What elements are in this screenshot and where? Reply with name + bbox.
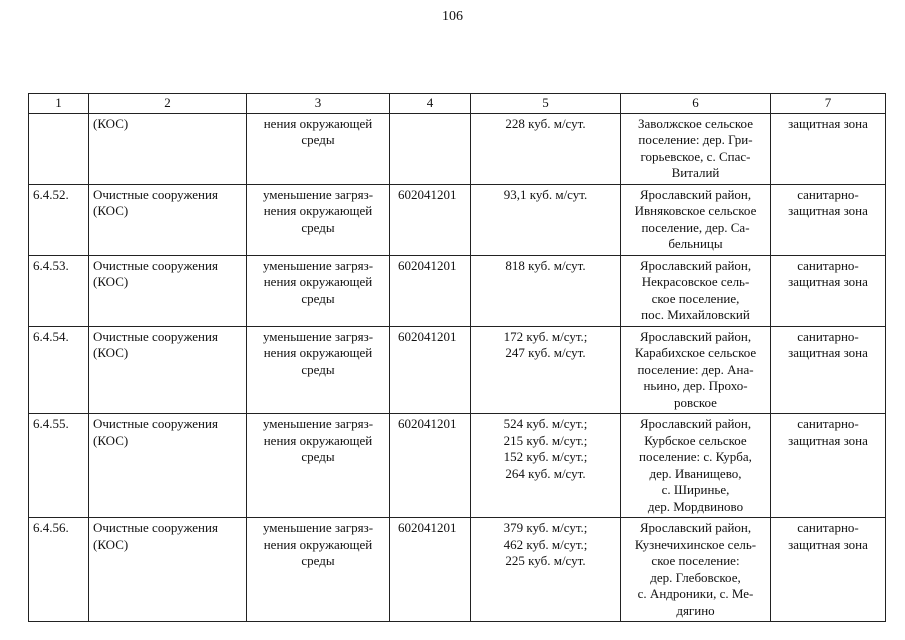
cell-text-line: 6.4.56. bbox=[33, 520, 69, 535]
cell-text-line: Ярославский район, bbox=[639, 186, 752, 202]
cell-text-line: ровское bbox=[674, 394, 717, 410]
cell-text-line: среды bbox=[301, 219, 335, 235]
cell-text-line: 6.4.52. bbox=[33, 186, 69, 202]
cell-facility-name bbox=[89, 255, 247, 326]
cell-text-line: санитарно- bbox=[797, 328, 859, 344]
page-number: 106 bbox=[442, 9, 463, 24]
header-col-4: 4 bbox=[390, 94, 471, 114]
cell-item-number bbox=[29, 184, 89, 255]
cell-text-line: поселение: с. Курба, bbox=[639, 449, 752, 464]
cell-capacity bbox=[471, 184, 621, 255]
cell-text-line: защитная зона bbox=[788, 274, 868, 289]
cell-text-line: дер. Иванищево, bbox=[649, 465, 742, 481]
cell-text-line: Очистные сооружения bbox=[93, 328, 218, 344]
cell-text-line: 93,1 куб. м/сут. bbox=[503, 186, 588, 202]
cell-zone bbox=[771, 113, 886, 184]
cell-text-line: санитарно- bbox=[797, 257, 859, 273]
cell-facility-name bbox=[89, 113, 247, 184]
cell-facility-name bbox=[89, 518, 247, 622]
cell-location bbox=[621, 255, 771, 326]
cell-capacity bbox=[471, 518, 621, 622]
cell-text-line: поселение, дер. Са- bbox=[641, 219, 750, 235]
cell-text-line: 264 куб. м/сут. bbox=[505, 465, 586, 481]
cell-text-line: ньино, дер. Прохо- bbox=[643, 378, 748, 393]
cell-item-number bbox=[29, 255, 89, 326]
cell-text-line: Очистные сооружения bbox=[93, 186, 218, 202]
cell-purpose bbox=[247, 184, 390, 255]
cell-text-line: 602041201 bbox=[398, 416, 457, 431]
table-row bbox=[29, 113, 886, 184]
cell-code bbox=[390, 414, 471, 518]
cell-text-line: 247 куб. м/сут. bbox=[505, 345, 586, 360]
cell-code bbox=[390, 518, 471, 622]
table-row bbox=[29, 255, 886, 326]
cell-text-line: поселение: дер. Гри- bbox=[638, 132, 753, 147]
cell-text-line: дер. Мордвиново bbox=[647, 498, 744, 514]
cell-text-line: (КОС) bbox=[93, 432, 129, 448]
cell-text-line: Ярославский район, bbox=[639, 257, 752, 273]
cell-facility-name bbox=[89, 414, 247, 518]
cell-item-number bbox=[29, 326, 89, 414]
cell-text-line: 152 куб. м/сут.; bbox=[503, 449, 588, 464]
cell-purpose bbox=[247, 255, 390, 326]
cell-text-line: нения окружающей bbox=[263, 115, 373, 131]
cell-text-line: Очистные сооружения bbox=[93, 257, 218, 273]
cell-text-line: среды bbox=[301, 553, 335, 568]
table-row bbox=[29, 326, 886, 414]
cell-text-line: дер. Глебовское, bbox=[650, 569, 741, 585]
cell-text-line: нения окружающей bbox=[263, 274, 373, 289]
cell-purpose bbox=[247, 518, 390, 622]
cell-text-line: Ярославский район, bbox=[639, 520, 752, 535]
cell-text-line: среды bbox=[301, 449, 335, 464]
cell-text-line: 172 куб. м/сут.; bbox=[503, 328, 588, 344]
cell-text-line: 602041201 bbox=[398, 520, 457, 535]
cell-text-line: нения окружающей bbox=[263, 203, 373, 218]
table-header bbox=[29, 94, 886, 114]
cell-capacity bbox=[471, 326, 621, 414]
cell-text-line: уменьшение загряз- bbox=[262, 328, 374, 344]
cell-text-line: Ивняковское сельское bbox=[634, 203, 757, 218]
cell-text-line: Ярославский район, bbox=[639, 328, 752, 344]
header-col-1: 1 bbox=[29, 94, 89, 114]
cell-zone bbox=[771, 518, 886, 622]
cell-zone bbox=[771, 414, 886, 518]
cell-text-line: Ярославский район, bbox=[639, 416, 752, 431]
cell-text-line: ское поселение, bbox=[651, 290, 740, 306]
cell-zone bbox=[771, 184, 886, 255]
cell-text-line: санитарно- bbox=[797, 416, 859, 431]
cell-text-line: дягино bbox=[676, 602, 715, 618]
header-col-6: 6 bbox=[621, 94, 771, 114]
header-col-2: 2 bbox=[89, 94, 247, 114]
cell-text-line: пос. Михайловский bbox=[641, 307, 750, 322]
cell-location bbox=[621, 326, 771, 414]
table-row bbox=[29, 518, 886, 622]
cell-text-line: 818 куб. м/сут. bbox=[505, 257, 586, 273]
cell-text-line: санитарно- bbox=[797, 520, 859, 535]
cell-zone bbox=[771, 255, 886, 326]
cell-facility-name bbox=[89, 184, 247, 255]
cell-text-line: 602041201 bbox=[398, 328, 457, 344]
cell-text-line: горьевское, с. Спас- bbox=[640, 148, 751, 164]
cell-text-line: (КОС) bbox=[93, 536, 129, 552]
cell-code bbox=[390, 184, 471, 255]
cell-text-line: поселение: дер. Ана- bbox=[637, 361, 754, 377]
cell-text-line: Кузнечихинское сель- bbox=[634, 536, 757, 552]
cell-capacity bbox=[471, 255, 621, 326]
cell-text-line: (КОС) bbox=[93, 115, 129, 131]
cell-code bbox=[390, 113, 471, 184]
cell-text-line: 462 куб. м/сут.; bbox=[503, 536, 588, 552]
cell-text-line: 225 куб. м/сут. bbox=[505, 553, 586, 568]
cell-text-line: защитная зона bbox=[788, 203, 868, 218]
cell-text-line: 6.4.53. bbox=[33, 257, 69, 273]
cell-text-line: защитная зона bbox=[788, 432, 868, 448]
cell-code bbox=[390, 255, 471, 326]
cell-capacity bbox=[471, 113, 621, 184]
cell-capacity bbox=[471, 414, 621, 518]
cell-text-line: среды bbox=[301, 361, 335, 377]
cell-text-line: среды bbox=[301, 290, 335, 306]
cell-text-line: нения окружающей bbox=[263, 432, 373, 448]
cell-text-line: защитная зона bbox=[788, 345, 868, 360]
cell-text-line: среды bbox=[301, 132, 335, 147]
cell-text-line: уменьшение загряз- bbox=[262, 520, 374, 535]
cell-text-line: уменьшение загряз- bbox=[262, 257, 374, 273]
cell-code bbox=[390, 326, 471, 414]
cell-text-line: (КОС) bbox=[93, 345, 129, 360]
cell-item-number bbox=[29, 518, 89, 622]
cell-location bbox=[621, 518, 771, 622]
cell-text-line: Виталий bbox=[671, 165, 720, 180]
cell-text-line: 6.4.54. bbox=[33, 328, 69, 344]
cell-text-line: (КОС) bbox=[93, 203, 129, 218]
cell-text-line: уменьшение загряз- bbox=[262, 186, 374, 202]
header-col-5: 5 bbox=[471, 94, 621, 114]
cell-text-line: Карабихское сельское bbox=[634, 345, 757, 360]
cell-text-line: 215 куб. м/сут.; bbox=[503, 432, 588, 448]
facilities-table bbox=[28, 93, 886, 622]
header-col-7: 7 bbox=[771, 94, 886, 114]
cell-text-line: Очистные сооружения bbox=[93, 416, 218, 431]
cell-text-line: защитная зона bbox=[788, 536, 868, 552]
cell-text-line: уменьшение загряз- bbox=[262, 416, 374, 431]
header-col-3: 3 bbox=[247, 94, 390, 114]
cell-text-line: 6.4.55. bbox=[33, 416, 69, 431]
cell-text-line: ское поселение: bbox=[651, 553, 740, 568]
cell-text-line: Курбское сельское bbox=[644, 432, 747, 448]
cell-text-line: 379 куб. м/сут.; bbox=[503, 520, 588, 535]
cell-purpose bbox=[247, 414, 390, 518]
cell-location bbox=[621, 414, 771, 518]
table-body bbox=[29, 113, 886, 622]
cell-text-line: бельницы bbox=[668, 236, 723, 251]
cell-text-line: 602041201 bbox=[398, 257, 457, 273]
cell-text-line: нения окружающей bbox=[263, 345, 373, 360]
cell-text-line: с. Андроники, с. Ме- bbox=[637, 586, 754, 601]
cell-item-number bbox=[29, 113, 89, 184]
cell-text-line: 228 куб. м/сут. bbox=[505, 115, 586, 131]
cell-text-line: (КОС) bbox=[93, 274, 129, 289]
table-row bbox=[29, 184, 886, 255]
cell-text-line: 602041201 bbox=[398, 186, 457, 202]
cell-text-line: санитарно- bbox=[797, 186, 859, 202]
header-row bbox=[29, 94, 886, 114]
cell-text-line: с. Ширинье, bbox=[661, 482, 730, 497]
cell-text-line: нения окружающей bbox=[263, 536, 373, 552]
cell-item-number bbox=[29, 414, 89, 518]
cell-location bbox=[621, 184, 771, 255]
cell-purpose bbox=[247, 326, 390, 414]
cell-purpose bbox=[247, 113, 390, 184]
cell-text-line: Очистные сооружения bbox=[93, 520, 218, 535]
cell-text-line: 524 куб. м/сут.; bbox=[503, 416, 588, 431]
cell-zone bbox=[771, 326, 886, 414]
table-row bbox=[29, 414, 886, 518]
cell-text-line: Заволжское сельское bbox=[638, 115, 753, 131]
cell-text-line: защитная зона bbox=[788, 115, 868, 131]
cell-facility-name bbox=[89, 326, 247, 414]
cell-text-line: Некрасовское сель- bbox=[641, 274, 750, 289]
cell-location bbox=[621, 113, 771, 184]
